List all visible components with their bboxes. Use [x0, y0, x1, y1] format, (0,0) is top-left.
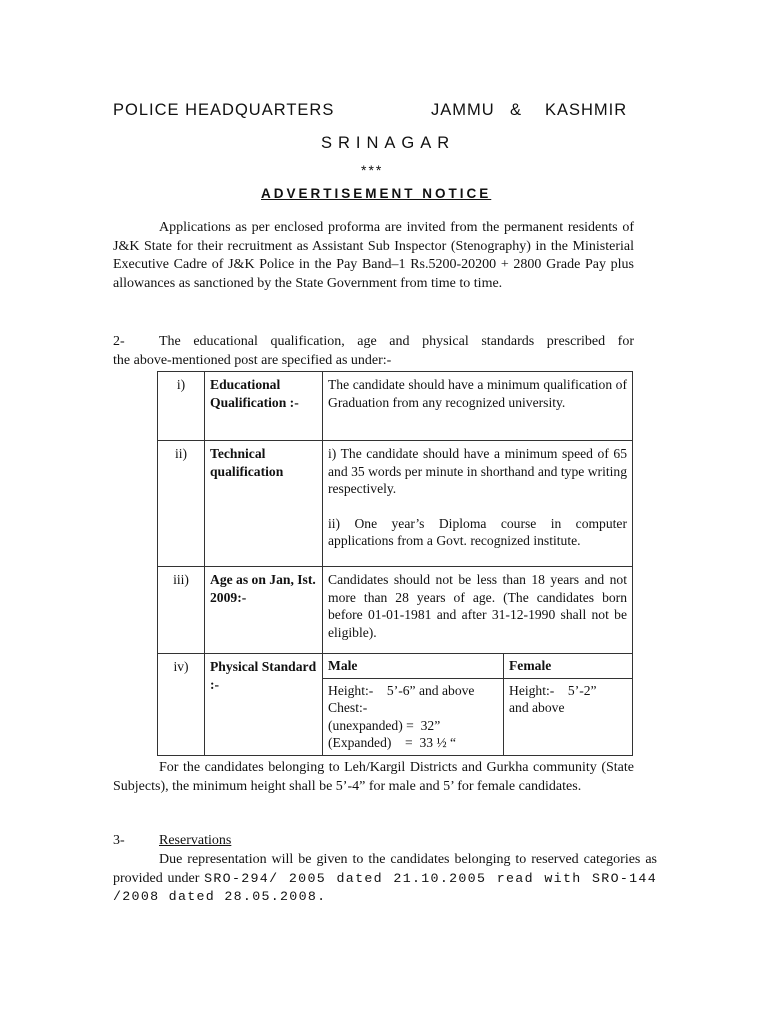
row-number: i) [158, 372, 205, 441]
female-height-qualifier: and above [509, 700, 565, 715]
male-chest: Chest:- [328, 700, 368, 715]
notice-title: ADVERTISEMENT NOTICE [261, 186, 492, 201]
section-3-text-b: SRO-294/ 2005 dated 21.10.2005 read with SRO-144 /2008 dated 28.05.2008. [113, 870, 657, 905]
table-row [158, 654, 633, 756]
male-height: Height:- 5’-6” and above [328, 682, 475, 698]
male-chest-unexpanded: (unexpanded) = 32” [328, 717, 441, 733]
row-number: iv) [158, 654, 205, 756]
row-label: Age as on Jan, Ist. 2009:- [205, 567, 323, 654]
female-height: Height:- 5’-2” [509, 682, 597, 698]
row-label: Educational Qualification :- [205, 372, 323, 441]
section-3-text [113, 851, 657, 907]
header-ampersand: & [510, 101, 523, 119]
row-description [323, 441, 633, 567]
physical-standard-cell [323, 654, 633, 756]
section-2 [113, 333, 634, 370]
row-label: Physical Standard :- [205, 654, 323, 756]
header-city: SRINAGAR [321, 134, 456, 152]
row-number: iii) [158, 567, 205, 654]
height-exception-note: For the candidates belonging to Leh/Kargil Districts and Gurkha community (State Subjects), the minimum height shall be 5’-4” for male and 5’ for female candidates. [113, 760, 634, 794]
male-values [323, 678, 504, 755]
female-header: Female [504, 654, 633, 678]
male-chest-expanded: (Expanded) = 33 ½ “ [328, 735, 457, 750]
section-3-heading [113, 832, 231, 851]
row-description-part-2: ii) One year’s Diploma course in computer applications from a Govt. recognized institute. [328, 515, 627, 548]
section-2-number: 2- [113, 334, 125, 349]
section-3-number: 3- [113, 833, 125, 848]
section-2-text-rest: the above-mentioned post are specified as under:- [113, 352, 392, 368]
header-jammu: JAMMU [431, 101, 495, 119]
header-left-title: POLICE HEADQUARTERS [113, 101, 335, 119]
row-description-part-1: i) The candidate should have a minimum speed of 65 and 35 words per minute in shorthand and type writing respectively. [328, 446, 627, 496]
row-description: Candidates should not be less than 18 years and not more than 28 years of age. (The candidates born before 01-01-1981 and after 31-12-1990 shall not be eligible). [323, 567, 633, 654]
section-2-text-first: The educational qualification, age and physical standards prescribed for [159, 334, 634, 349]
physical-standard-table [323, 654, 632, 755]
row-label: Technical qualification [205, 441, 323, 567]
table-row [158, 567, 633, 654]
section-3-title: Reservations [159, 833, 232, 848]
table-row [158, 441, 633, 567]
male-header: Male [323, 654, 504, 678]
header-kashmir: KASHMIR [545, 101, 628, 119]
row-number: ii) [158, 441, 205, 567]
female-values [504, 678, 633, 755]
intro-paragraph: Applications as per enclosed proforma are invited from the permanent residents of J&K State for their recruitment as Assistant Sub Inspector (Stenography) in the Ministerial Executive Cadre of J&K Police in the Pay Band–1 Rs.5200-20200 + 2800 Grade Pay plus allowances as sanctioned by the State Government from time to time. [113, 220, 634, 291]
criteria-table [157, 371, 633, 756]
header-stars: *** [361, 162, 384, 178]
table-row [158, 372, 633, 441]
section-3-text-a: Due representation will be given to the candidates belonging to reserved categories as provided under [113, 852, 657, 886]
row-description: The candidate should have a minimum qualification of Graduation from any recognized university. [323, 372, 633, 441]
